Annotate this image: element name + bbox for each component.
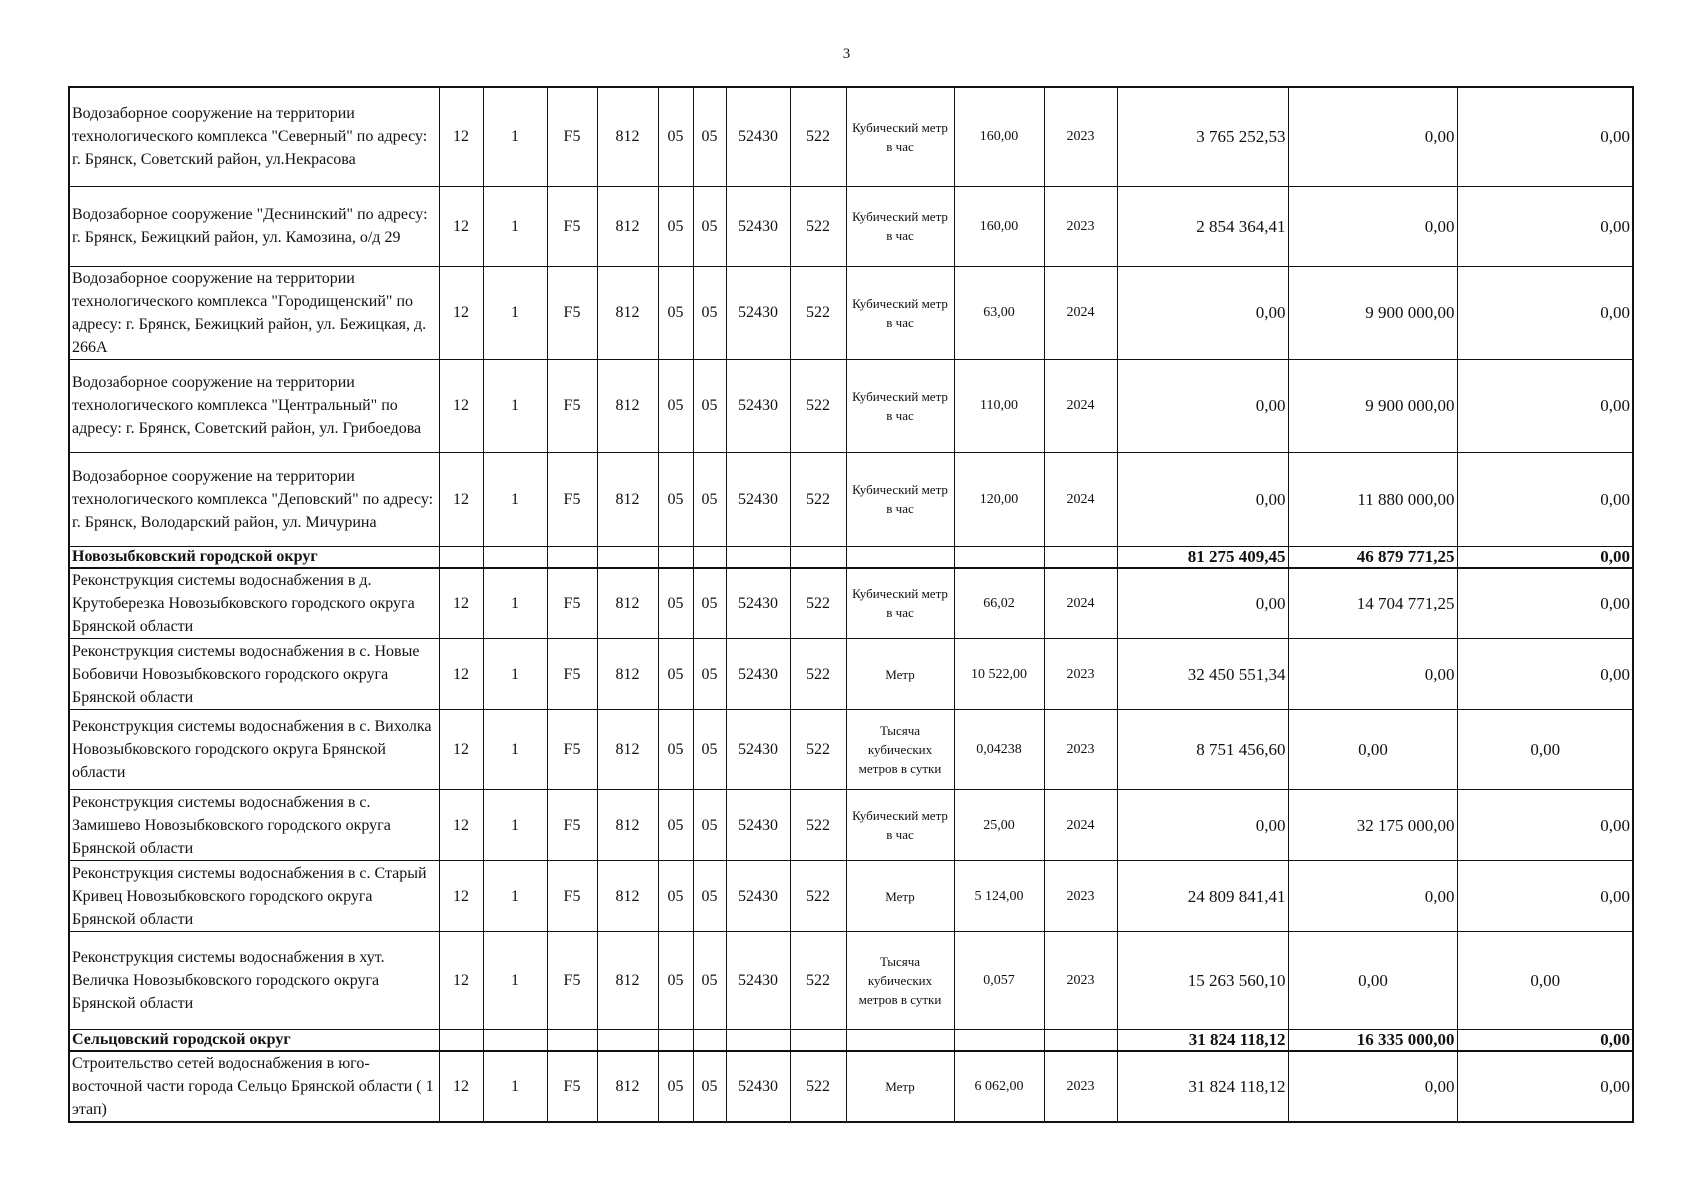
empty-cell — [693, 1030, 726, 1052]
empty-cell — [439, 1030, 483, 1052]
code-cell: 1 — [483, 568, 547, 639]
amount-2025-cell: 0,00 — [1457, 568, 1633, 639]
object-name-cell: Водозаборное сооружение на территории технологического комплекса "Деповский" по адресу: г. Брянск, Володарский район, ул. Мичурина — [69, 452, 439, 546]
group-row — [69, 546, 1633, 568]
code-cell: 12 — [439, 710, 483, 790]
amount-2023-cell: 3 765 252,53 — [1117, 87, 1288, 186]
empty-cell — [790, 1030, 846, 1052]
capacity-cell: 110,00 — [954, 359, 1044, 452]
code-cell: 522 — [790, 932, 846, 1030]
capacity-cell: 160,00 — [954, 186, 1044, 266]
object-name-cell: Водозаборное сооружение "Деснинский" по адресу: г. Брянск, Бежицкий район, ул. Камозина, о/д 29 — [69, 186, 439, 266]
code-cell: 05 — [658, 932, 693, 1030]
object-name-cell: Реконструкция системы водоснабжения в с. Вихолка Новозыбковского городского округа Брянской области — [69, 710, 439, 790]
page-number: 3 — [842, 46, 851, 62]
unit-cell: Кубический метр в час — [846, 568, 954, 639]
code-cell: 1 — [483, 359, 547, 452]
year-cell: 2024 — [1044, 452, 1117, 546]
code-cell: F5 — [547, 790, 597, 861]
code-cell: F5 — [547, 452, 597, 546]
code-cell: 1 — [483, 932, 547, 1030]
year-cell: 2023 — [1044, 1051, 1117, 1122]
object-name-cell: Водозаборное сооружение на территории технологического комплекса "Центральный" по адресу: г. Брянск, Советский район, ул. Грибоедова — [69, 359, 439, 452]
amount-2025-cell: 0,00 — [1457, 710, 1633, 790]
table-row — [69, 932, 1633, 1030]
object-name-cell: Реконструкция системы водоснабжения в с. Старый Кривец Новозыбковского городского округа Брянской области — [69, 861, 439, 932]
empty-cell — [483, 546, 547, 568]
code-cell: 52430 — [726, 639, 790, 710]
code-cell: 812 — [597, 87, 658, 186]
empty-cell — [693, 546, 726, 568]
code-cell: 52430 — [726, 710, 790, 790]
unit-cell: Кубический метр в час — [846, 186, 954, 266]
object-name-cell: Новозыбковский городской округ — [69, 546, 439, 568]
code-cell: 812 — [597, 710, 658, 790]
table-row — [69, 186, 1633, 266]
amount-2024-cell: 9 900 000,00 — [1288, 359, 1457, 452]
code-cell: 52430 — [726, 790, 790, 861]
code-cell: 05 — [658, 1051, 693, 1122]
capacity-cell: 10 522,00 — [954, 639, 1044, 710]
unit-cell: Метр — [846, 1051, 954, 1122]
code-cell: 1 — [483, 452, 547, 546]
code-cell: 522 — [790, 568, 846, 639]
code-cell: 522 — [790, 639, 846, 710]
code-cell: 52430 — [726, 87, 790, 186]
table-row — [69, 861, 1633, 932]
code-cell: 05 — [693, 932, 726, 1030]
code-cell: 52430 — [726, 932, 790, 1030]
table-body — [69, 87, 1633, 1122]
group-row — [69, 1030, 1633, 1052]
code-cell: 522 — [790, 266, 846, 359]
amount-2025-cell: 0,00 — [1457, 790, 1633, 861]
unit-cell: Кубический метр в час — [846, 452, 954, 546]
code-cell: 05 — [693, 87, 726, 186]
code-cell: 05 — [693, 186, 726, 266]
table-row — [69, 710, 1633, 790]
code-cell: 05 — [693, 710, 726, 790]
object-name-cell: Строительство сетей водоснабжения в юго-восточной части города Сельцо Брянской области ( 1 этап) — [69, 1051, 439, 1122]
code-cell: 12 — [439, 932, 483, 1030]
amount-2025-cell: 0,00 — [1457, 266, 1633, 359]
code-cell: 05 — [693, 266, 726, 359]
code-cell: 05 — [658, 452, 693, 546]
amount-2025-cell: 0,00 — [1457, 546, 1633, 568]
table-row — [69, 1051, 1633, 1122]
capacity-cell: 6 062,00 — [954, 1051, 1044, 1122]
code-cell: 812 — [597, 568, 658, 639]
amount-2025-cell: 0,00 — [1457, 186, 1633, 266]
code-cell: 05 — [658, 186, 693, 266]
amount-2023-cell: 31 824 118,12 — [1117, 1030, 1288, 1052]
unit-cell: Кубический метр в час — [846, 359, 954, 452]
amount-2023-cell: 31 824 118,12 — [1117, 1051, 1288, 1122]
object-name-cell: Сельцовский городской округ — [69, 1030, 439, 1052]
code-cell: 05 — [658, 790, 693, 861]
amount-2025-cell: 0,00 — [1457, 87, 1633, 186]
code-cell: 1 — [483, 1051, 547, 1122]
object-name-cell: Водозаборное сооружение на территории технологического комплекса "Северный" по адресу: г. Брянск, Советский район, ул.Некрасова — [69, 87, 439, 186]
code-cell: 12 — [439, 861, 483, 932]
empty-cell — [954, 1030, 1044, 1052]
empty-cell — [658, 1030, 693, 1052]
year-cell: 2023 — [1044, 932, 1117, 1030]
table-row — [69, 639, 1633, 710]
empty-cell — [547, 1030, 597, 1052]
year-cell: 2023 — [1044, 639, 1117, 710]
year-cell: 2024 — [1044, 266, 1117, 359]
amount-2023-cell: 0,00 — [1117, 568, 1288, 639]
code-cell: 05 — [658, 861, 693, 932]
object-name-cell: Реконструкция системы водоснабжения в хут. Величка Новозыбковского городского округа Брянской области — [69, 932, 439, 1030]
empty-cell — [846, 1030, 954, 1052]
code-cell: 05 — [693, 359, 726, 452]
code-cell: 1 — [483, 639, 547, 710]
capacity-cell: 5 124,00 — [954, 861, 1044, 932]
table-row — [69, 266, 1633, 359]
code-cell: 522 — [790, 87, 846, 186]
year-cell: 2024 — [1044, 359, 1117, 452]
code-cell: 05 — [658, 359, 693, 452]
table-row — [69, 568, 1633, 639]
code-cell: F5 — [547, 1051, 597, 1122]
code-cell: F5 — [547, 932, 597, 1030]
object-name-cell: Реконструкция системы водоснабжения в с. Новые Бобовичи Новозыбковского городского округа Брянской области — [69, 639, 439, 710]
amount-2025-cell: 0,00 — [1457, 861, 1633, 932]
code-cell: 522 — [790, 861, 846, 932]
amount-2025-cell: 0,00 — [1457, 932, 1633, 1030]
amount-2025-cell: 0,00 — [1457, 1051, 1633, 1122]
code-cell: 05 — [658, 639, 693, 710]
code-cell: 522 — [790, 790, 846, 861]
code-cell: 05 — [693, 452, 726, 546]
code-cell: 1 — [483, 790, 547, 861]
capacity-cell: 66,02 — [954, 568, 1044, 639]
amount-2024-cell: 14 704 771,25 — [1288, 568, 1457, 639]
code-cell: 52430 — [726, 1051, 790, 1122]
amount-2023-cell: 0,00 — [1117, 790, 1288, 861]
code-cell: 52430 — [726, 861, 790, 932]
code-cell: F5 — [547, 710, 597, 790]
amount-2024-cell: 46 879 771,25 — [1288, 546, 1457, 568]
code-cell: 812 — [597, 266, 658, 359]
amount-2024-cell: 0,00 — [1288, 1051, 1457, 1122]
amount-2024-cell: 11 880 000,00 — [1288, 452, 1457, 546]
amount-2024-cell: 16 335 000,00 — [1288, 1030, 1457, 1052]
code-cell: 812 — [597, 186, 658, 266]
code-cell: 52430 — [726, 186, 790, 266]
code-cell: 05 — [658, 568, 693, 639]
table-row — [69, 452, 1633, 546]
table-row — [69, 359, 1633, 452]
code-cell: 12 — [439, 186, 483, 266]
code-cell: 52430 — [726, 568, 790, 639]
amount-2024-cell: 0,00 — [1288, 861, 1457, 932]
code-cell: 52430 — [726, 359, 790, 452]
capacity-cell: 120,00 — [954, 452, 1044, 546]
code-cell: 812 — [597, 1051, 658, 1122]
code-cell: F5 — [547, 266, 597, 359]
amount-2023-cell: 81 275 409,45 — [1117, 546, 1288, 568]
code-cell: 522 — [790, 186, 846, 266]
code-cell: F5 — [547, 568, 597, 639]
amount-2023-cell: 2 854 364,41 — [1117, 186, 1288, 266]
code-cell: F5 — [547, 639, 597, 710]
code-cell: 1 — [483, 87, 547, 186]
unit-cell: Метр — [846, 639, 954, 710]
code-cell: 1 — [483, 710, 547, 790]
code-cell: 12 — [439, 1051, 483, 1122]
empty-cell — [954, 546, 1044, 568]
amount-2024-cell: 9 900 000,00 — [1288, 266, 1457, 359]
code-cell: F5 — [547, 87, 597, 186]
year-cell: 2023 — [1044, 87, 1117, 186]
amount-2024-cell: 32 175 000,00 — [1288, 790, 1457, 861]
code-cell: 812 — [597, 452, 658, 546]
code-cell: 52430 — [726, 266, 790, 359]
code-cell: 05 — [658, 87, 693, 186]
amount-2023-cell: 8 751 456,60 — [1117, 710, 1288, 790]
code-cell: 812 — [597, 639, 658, 710]
code-cell: 522 — [790, 1051, 846, 1122]
code-cell: 12 — [439, 790, 483, 861]
amount-2023-cell: 24 809 841,41 — [1117, 861, 1288, 932]
year-cell: 2023 — [1044, 710, 1117, 790]
unit-cell: Кубический метр в час — [846, 266, 954, 359]
unit-cell: Тысяча кубических метров в сутки — [846, 932, 954, 1030]
amount-2024-cell: 0,00 — [1288, 932, 1457, 1030]
code-cell: 12 — [439, 87, 483, 186]
code-cell: 1 — [483, 186, 547, 266]
object-name-cell: Реконструкция системы водоснабжения в с. Замишево Новозыбковского городского округа Брянской области — [69, 790, 439, 861]
empty-cell — [597, 1030, 658, 1052]
unit-cell: Кубический метр в час — [846, 87, 954, 186]
code-cell: 12 — [439, 452, 483, 546]
code-cell: 1 — [483, 861, 547, 932]
code-cell: F5 — [547, 359, 597, 452]
code-cell: 1 — [483, 266, 547, 359]
code-cell: F5 — [547, 186, 597, 266]
empty-cell — [547, 546, 597, 568]
amount-2025-cell: 0,00 — [1457, 1030, 1633, 1052]
capacity-cell: 63,00 — [954, 266, 1044, 359]
empty-cell — [439, 546, 483, 568]
code-cell: 05 — [693, 790, 726, 861]
empty-cell — [790, 546, 846, 568]
code-cell: 522 — [790, 452, 846, 546]
code-cell: 522 — [790, 359, 846, 452]
object-name-cell: Реконструкция системы водоснабжения в д. Крутоберезка Новозыбковского городского округа Брянской области — [69, 568, 439, 639]
amount-2025-cell: 0,00 — [1457, 359, 1633, 452]
unit-cell: Тысяча кубических метров в сутки — [846, 710, 954, 790]
amount-2024-cell: 0,00 — [1288, 639, 1457, 710]
code-cell: 12 — [439, 359, 483, 452]
amount-2023-cell: 15 263 560,10 — [1117, 932, 1288, 1030]
empty-cell — [726, 546, 790, 568]
capacity-cell: 25,00 — [954, 790, 1044, 861]
code-cell: 522 — [790, 710, 846, 790]
empty-cell — [726, 1030, 790, 1052]
code-cell: 812 — [597, 359, 658, 452]
year-cell: 2023 — [1044, 186, 1117, 266]
empty-cell — [846, 546, 954, 568]
amount-2025-cell: 0,00 — [1457, 452, 1633, 546]
amount-2023-cell: 32 450 551,34 — [1117, 639, 1288, 710]
empty-cell — [1044, 546, 1117, 568]
empty-cell — [483, 1030, 547, 1052]
amount-2023-cell: 0,00 — [1117, 266, 1288, 359]
unit-cell: Кубический метр в час — [846, 790, 954, 861]
capacity-cell: 0,057 — [954, 932, 1044, 1030]
code-cell: 05 — [693, 639, 726, 710]
amount-2023-cell: 0,00 — [1117, 452, 1288, 546]
capacity-cell: 0,04238 — [954, 710, 1044, 790]
amount-2024-cell: 0,00 — [1288, 87, 1457, 186]
budget-table — [68, 86, 1634, 1123]
year-cell: 2023 — [1044, 861, 1117, 932]
code-cell: 52430 — [726, 452, 790, 546]
code-cell: 05 — [693, 1051, 726, 1122]
capacity-cell: 160,00 — [954, 87, 1044, 186]
empty-cell — [1044, 1030, 1117, 1052]
table-row — [69, 87, 1633, 186]
amount-2023-cell: 0,00 — [1117, 359, 1288, 452]
unit-cell: Метр — [846, 861, 954, 932]
amount-2024-cell: 0,00 — [1288, 186, 1457, 266]
amount-2025-cell: 0,00 — [1457, 639, 1633, 710]
object-name-cell: Водозаборное сооружение на территории технологического комплекса "Городищенский" по адресу: г. Брянск, Бежицкий район, ул. Бежицкая, д. 266А — [69, 266, 439, 359]
code-cell: 812 — [597, 932, 658, 1030]
amount-2024-cell: 0,00 — [1288, 710, 1457, 790]
code-cell: 12 — [439, 639, 483, 710]
code-cell: F5 — [547, 861, 597, 932]
code-cell: 05 — [693, 568, 726, 639]
year-cell: 2024 — [1044, 790, 1117, 861]
code-cell: 12 — [439, 266, 483, 359]
empty-cell — [597, 546, 658, 568]
table-row — [69, 790, 1633, 861]
code-cell: 05 — [658, 266, 693, 359]
code-cell: 812 — [597, 790, 658, 861]
code-cell: 05 — [658, 710, 693, 790]
code-cell: 05 — [693, 861, 726, 932]
empty-cell — [658, 546, 693, 568]
code-cell: 12 — [439, 568, 483, 639]
year-cell: 2024 — [1044, 568, 1117, 639]
code-cell: 812 — [597, 861, 658, 932]
